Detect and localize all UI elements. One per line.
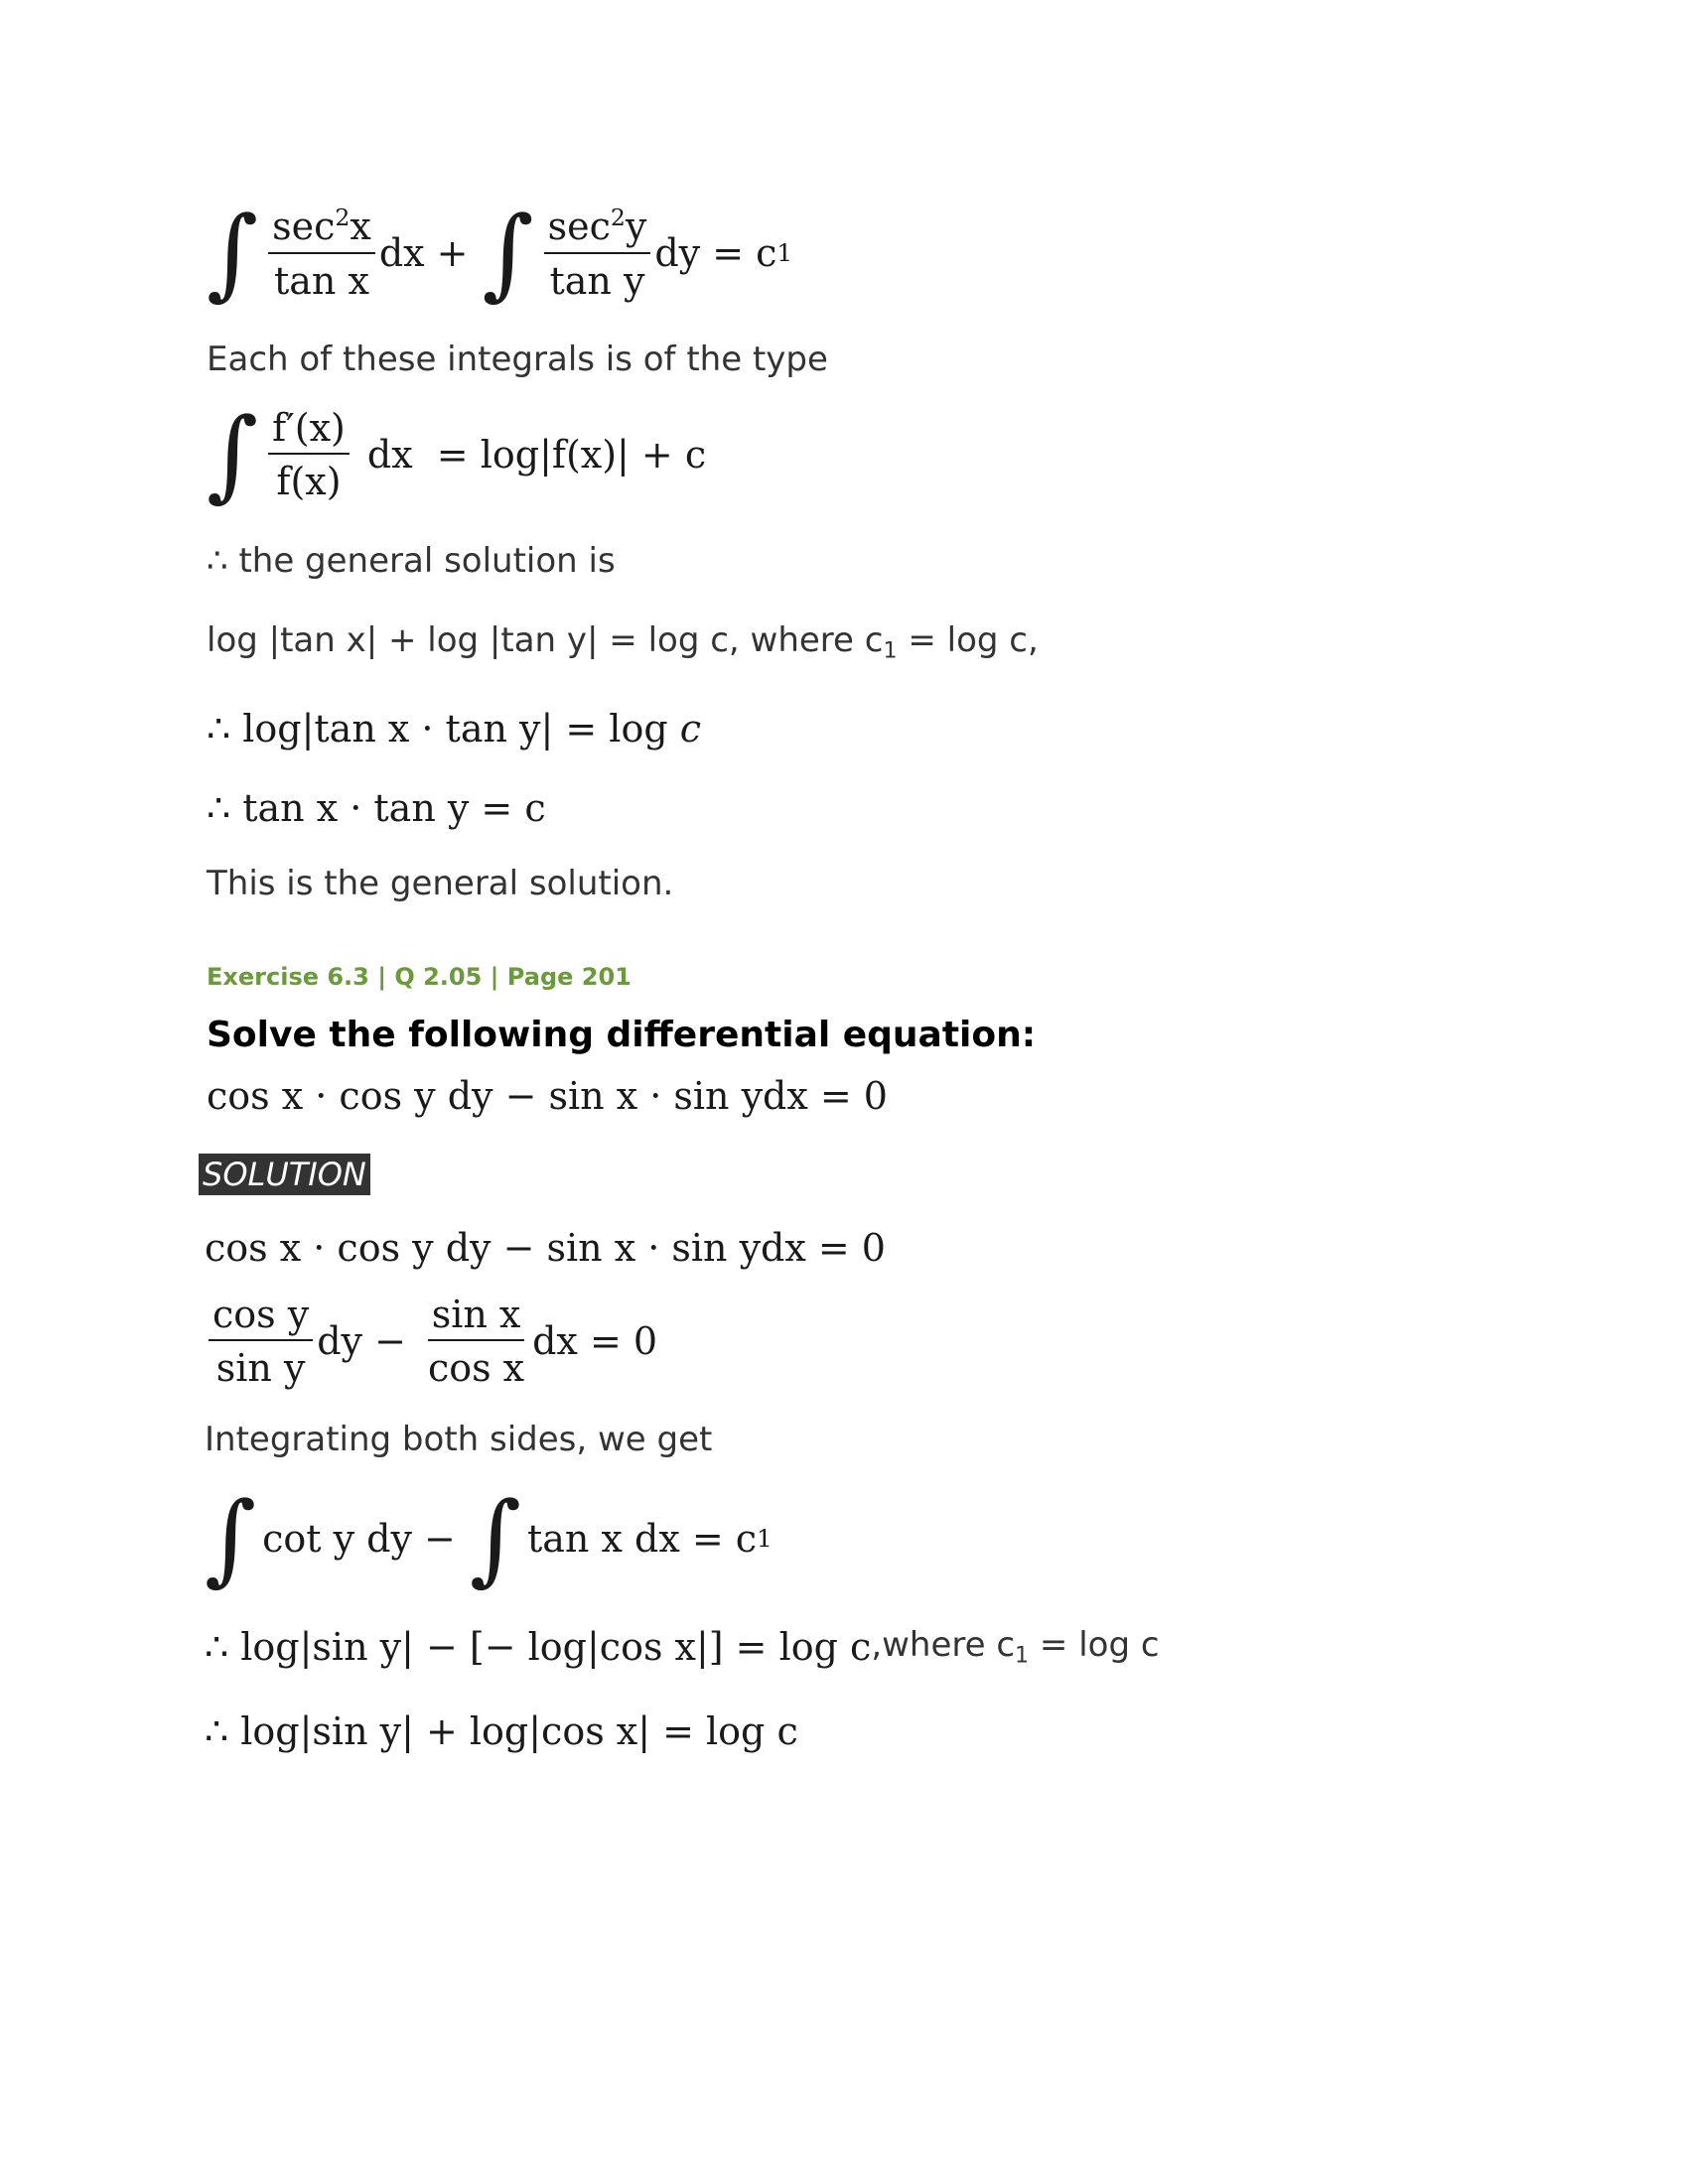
equation-separated: $\frac{\text{cos y}}{\text{sin y}}$ dy − $\frac{\text{sin x}}{\text{cos x}}$ dx = 0 <box>205 1296 657 1387</box>
text-log-sum: log |tan x| + log |tan y| = log c, where $c_1 = \log c$, <box>207 620 1039 664</box>
fraction-cosy-siny: $\frac{\text{cos y}}{\text{sin y}}$ <box>209 1296 313 1387</box>
fraction-sec2x-tanx: $\frac{\sec^2x}{\text{tan x}}$ <box>268 206 375 299</box>
integral-sign: ∫ <box>482 195 534 311</box>
integral-sign: ∫ <box>207 396 259 512</box>
fraction-fprime-f: $\frac{f'(x)}{f(x)}$ <box>268 409 350 500</box>
text-is-general-solution: This is the general solution. <box>207 864 674 903</box>
equation-log-rule: ∫ $\frac{f'(x)}{f(x)}$ dx = log|f(x)| + c <box>207 396 707 512</box>
equation-log-final: ∴ log|sin y| + log|cos x| = log c <box>205 1709 798 1753</box>
text-integral-type: Each of these integrals is of the type <box>207 340 828 379</box>
question-equation: cos x · cos y dy − sin x · sin ydx = 0 <box>207 1074 888 1118</box>
question-title: Solve the following differential equation: <box>207 1015 1037 1055</box>
equation-integral-sum: ∫ $\frac{\sec^2x}{\text{tan x}}$ dx + ∫ $\frac{\sec^2y}{\text{tan y}}$ dy = c 1 <box>207 195 793 311</box>
equation-log-result: ∴ log|sin y| − [− log|cos x|] = log c ,where $c_1 = \log c$ <box>205 1625 1160 1670</box>
fraction-sinx-cosx: $\frac{\text{sin x}}{\text{cos x}}$ <box>427 1293 525 1390</box>
integral-sign: ∫ <box>205 1480 257 1596</box>
text-general-solution: ∴ the general solution is <box>207 541 616 581</box>
equation-log-product: ∴ log|tan x · tan y| = log c <box>207 707 702 751</box>
integral-sign: ∫ <box>207 195 259 311</box>
equation-tan-product: ∴ tan x · tan y = c <box>207 786 546 830</box>
exercise-reference: Exercise 6.3 | Q 2.05 | Page 201 <box>207 963 632 991</box>
solution-badge: SOLUTION <box>199 1154 370 1195</box>
equation-integrated: ∫ cot y dy − ∫ tan x dx = c 1 <box>205 1480 773 1596</box>
solution-equation-start: cos x · cos y dy − sin x · sin ydx = 0 <box>205 1226 886 1270</box>
integral-sign: ∫ <box>469 1480 521 1596</box>
text-integrating: Integrating both sides, we get <box>205 1420 713 1459</box>
fraction-sec2y-tany: $\frac{\sec^2y}{\text{tan y}}$ <box>544 206 651 299</box>
